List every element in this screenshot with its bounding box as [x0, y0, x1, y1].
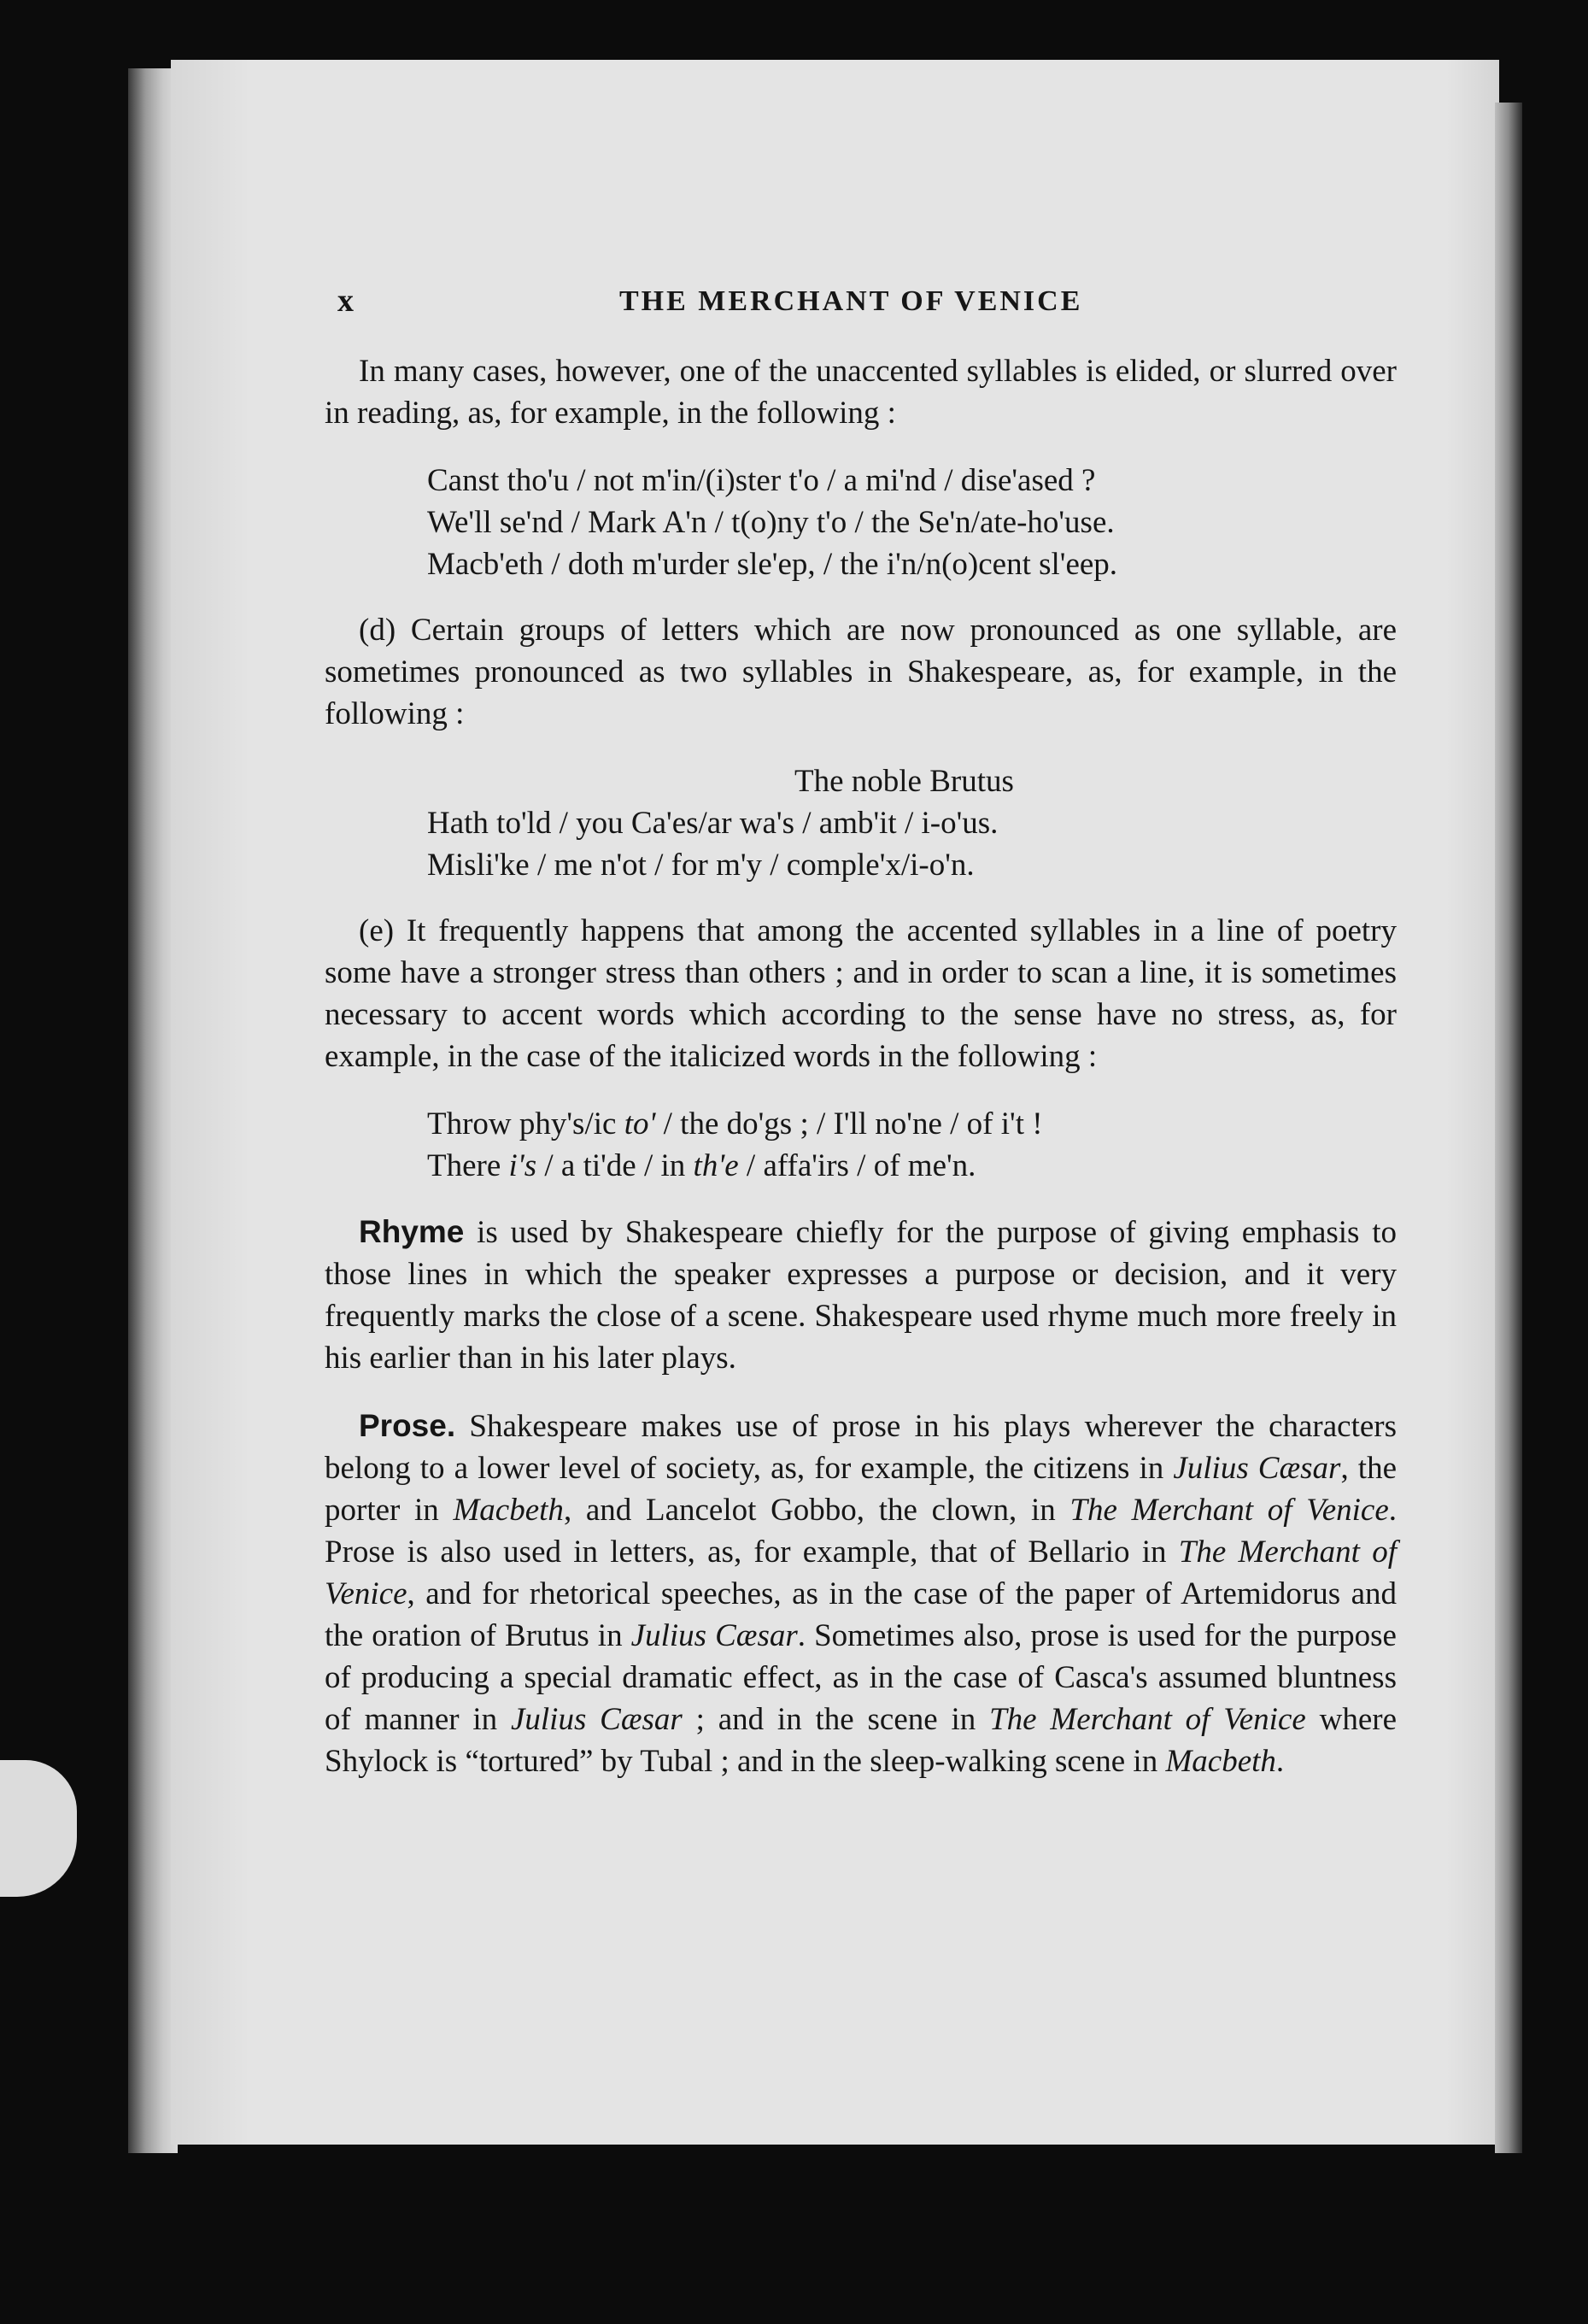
verse-text: / the do'gs ; / I'll no'ne / of i't ! — [655, 1106, 1043, 1141]
verse-line: Macb'eth / doth m'urder sle'ep, / the i'n/n(o)cent sl'eep. — [427, 547, 1118, 582]
page-number: x — [337, 283, 354, 319]
verse-text: Throw phy's/ic — [427, 1106, 624, 1141]
prose-text: Shakespeare makes use of prose in his plays wherever the characters belong to a lower level of society, as, for example, the citizens in — [325, 1409, 1397, 1486]
verse-text: There — [427, 1148, 509, 1183]
italic-word: i's — [508, 1148, 537, 1183]
paragraph-letter-groups: (d) Certain groups of letters which are now pronounced as one syllable, are sometimes pronounced as two syllables in Shakespeare, as, for example, in the following : — [325, 613, 1397, 731]
verse-example-elision — [427, 460, 1397, 585]
play-title: Julius Cæsar — [1173, 1451, 1341, 1486]
play-title: Julius Cæsar — [630, 1618, 798, 1653]
italic-word: th'e — [693, 1148, 739, 1183]
running-title: THE MERCHANT OF VENICE — [619, 285, 1083, 317]
prose-text: where Shylock is “tortured” by Tubal ; and in the sleep-walking scene in — [325, 1702, 1397, 1779]
verse-example-letter-groups — [427, 760, 1397, 886]
prose-text: ; and in the scene in — [682, 1702, 990, 1737]
body-text — [325, 350, 1397, 1808]
verse-line: We'll se'nd / Mark A'n / t(o)ny t'o / the Se'n/ate-ho'use. — [427, 505, 1115, 540]
scan-margin-blot — [0, 1760, 77, 1897]
prose-text: , and for rhetorical speeches, as in the case of the paper of Artemidorus and the oration of Brutus in — [325, 1576, 1397, 1653]
paragraph-prose — [325, 1405, 1397, 1782]
verse-line: Canst tho'u / not m'in/(i)ster t'o / a mi'nd / dise'ased ? — [427, 463, 1096, 498]
verse-line: Misli'ke / me n'ot / for m'y / comple'x/i-o'n. — [427, 848, 975, 883]
prose-text: , and Lancelot Gobbo, the clown, in — [563, 1493, 1070, 1528]
page-edge-right — [1495, 103, 1522, 2153]
rhyme-heading: Rhyme — [359, 1214, 465, 1249]
verse-line — [427, 1103, 1397, 1145]
play-title: Macbeth — [1165, 1744, 1276, 1779]
prose-text: . Sometimes also, prose is used for the purpose of producing a special dramatic effect, as in the case of Casca's assumed bluntness of manner in — [325, 1618, 1397, 1737]
paragraph-rhyme — [325, 1211, 1397, 1379]
paragraph-elision: In many cases, however, one of the unaccented syllables is elided, or slurred over in reading, as, for example, in the following : — [325, 354, 1397, 431]
prose-text: , the porter in — [325, 1451, 1398, 1528]
italic-word: to' — [624, 1106, 656, 1141]
rhyme-text: is used by Shakespeare chiefly for the purpose of giving emphasis to those lines in which the speaker expresses a purpose or decision, and it very frequently marks the close of a scene. Shakespeare used rhyme much more freely in his earlier than in his later plays. — [325, 1215, 1397, 1376]
verse-example-stress — [427, 1103, 1397, 1187]
verse-line: Hath to'ld / you Ca'es/ar wa's / amb'it / i-o'us. — [427, 806, 999, 841]
running-head — [337, 282, 1397, 333]
verse-text: / a ti'de / in — [536, 1148, 694, 1183]
prose-text: . — [1275, 1744, 1285, 1779]
verse-line — [427, 1145, 1397, 1187]
play-title: The Merchant of Venice — [325, 1535, 1397, 1611]
prose-heading: Prose. — [359, 1408, 456, 1443]
play-title: The Merchant of Venice — [989, 1702, 1306, 1737]
paragraph-stress: (e) It frequently happens that among the accented syllables in a line of poetry some have a stronger stress than others ; and in order to scan a line, it is sometimes necessary to accent words which according to the sense have no stress, as, for example, in the case of the italicized words in the following : — [325, 913, 1397, 1074]
play-title: Julius Cæsar — [510, 1702, 683, 1737]
play-title: The Merchant of Venice — [1069, 1493, 1389, 1528]
verse-line: The noble Brutus — [794, 764, 1014, 799]
verse-text: / affa'irs / of me'n. — [738, 1148, 976, 1183]
play-title: Macbeth — [453, 1493, 564, 1528]
prose-text: . Prose is also used in letters, as, for example, that of Bellario in — [325, 1493, 1397, 1570]
